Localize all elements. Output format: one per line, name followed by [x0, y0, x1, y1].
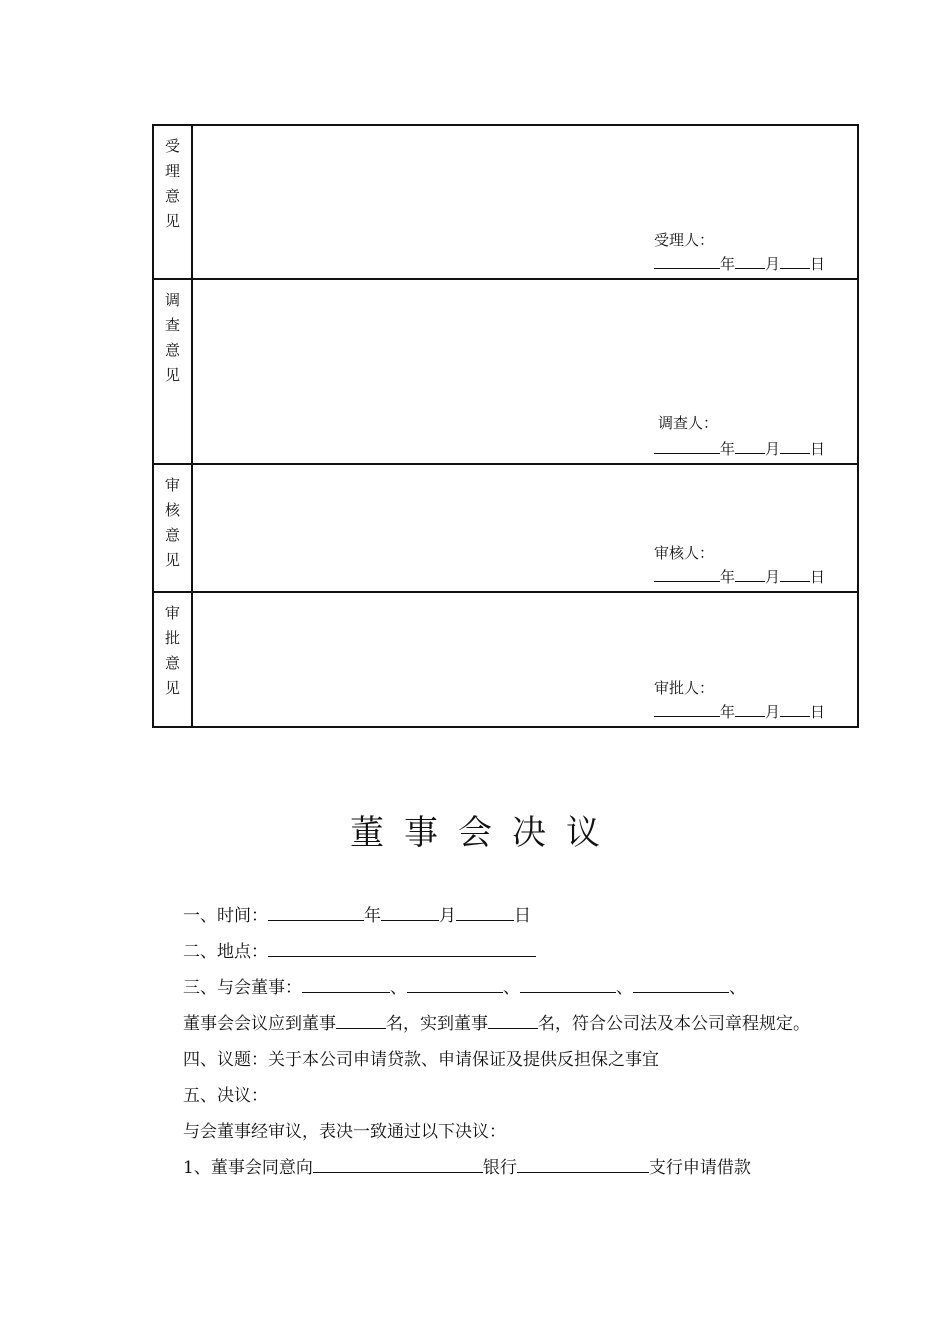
- time-month-blank[interactable]: [381, 902, 439, 921]
- date-line: [654, 437, 825, 461]
- directors-label: 三、与会董事：: [183, 978, 302, 998]
- branch-name-blank[interactable]: [517, 1154, 649, 1173]
- table-row: [153, 464, 858, 592]
- resolution-body: [145, 898, 810, 1186]
- year-blank[interactable]: [654, 437, 720, 454]
- approval-opinion-table: [152, 124, 859, 728]
- signature-block: [654, 228, 825, 276]
- time-month-label: 月: [439, 906, 456, 926]
- month-label: 月: [765, 440, 781, 458]
- row-label-cell: [153, 125, 192, 279]
- bank-name-blank[interactable]: [313, 1154, 483, 1173]
- quorum-text-c: 名，符合公司法及本公司章程规定。: [538, 1014, 810, 1034]
- opinion-area[interactable]: [192, 279, 858, 464]
- year-label: 年: [720, 568, 736, 586]
- year-blank[interactable]: [654, 565, 720, 582]
- month-blank[interactable]: [735, 700, 765, 717]
- table-row: [153, 279, 858, 464]
- date-line: [654, 252, 825, 276]
- signer-label: 审批人：: [654, 679, 715, 697]
- item1-text-c: 支行申请借款: [648, 1158, 751, 1178]
- year-label: 年: [720, 703, 736, 721]
- item1-text-a: 1、董事会同意向: [183, 1158, 313, 1178]
- month-blank[interactable]: [735, 252, 765, 269]
- day-label: 日: [810, 568, 826, 586]
- time-label: 一、时间：: [183, 906, 268, 926]
- place-line: [145, 934, 810, 970]
- time-line: [145, 898, 810, 934]
- date-line: [654, 700, 825, 724]
- day-blank[interactable]: [780, 252, 810, 269]
- signature-block: [654, 676, 825, 724]
- row-label: 审批意见: [164, 604, 180, 697]
- day-label: 日: [810, 703, 826, 721]
- time-year-label: 年: [364, 906, 381, 926]
- opinion-area[interactable]: [192, 464, 858, 592]
- decision-label: 五、决议：: [183, 1086, 268, 1106]
- date-line: [654, 565, 825, 589]
- row-label: 审核意见: [164, 476, 180, 569]
- row-label-cell: [153, 464, 192, 592]
- page-title: 董事会决议: [350, 813, 620, 853]
- decision-intro: 与会董事经审议，表决一致通过以下决议：: [183, 1122, 506, 1142]
- signer-label: 受理人：: [654, 231, 715, 249]
- row-label: 调查意见: [164, 291, 180, 384]
- year-label: 年: [720, 440, 736, 458]
- year-label: 年: [720, 255, 736, 273]
- signature-block: [654, 541, 825, 589]
- day-label: 日: [810, 440, 826, 458]
- opinion-area[interactable]: [192, 125, 858, 279]
- table-row: [153, 592, 858, 727]
- expected-directors-blank[interactable]: [336, 1010, 386, 1029]
- separator: 、: [729, 978, 746, 998]
- place-blank[interactable]: [268, 938, 536, 957]
- time-day-label: 日: [514, 906, 531, 926]
- time-year-blank[interactable]: [268, 902, 364, 921]
- day-blank[interactable]: [780, 700, 810, 717]
- signature-block: [654, 411, 825, 461]
- row-label-cell: [153, 592, 192, 727]
- director-blank[interactable]: [633, 974, 729, 993]
- director-blank[interactable]: [407, 974, 503, 993]
- month-blank[interactable]: [735, 565, 765, 582]
- director-blank[interactable]: [302, 974, 390, 993]
- year-blank[interactable]: [654, 252, 720, 269]
- separator: 、: [616, 978, 633, 998]
- month-label: 月: [765, 703, 781, 721]
- present-directors-blank[interactable]: [488, 1010, 538, 1029]
- row-label-cell: [153, 279, 192, 464]
- place-label: 二、地点：: [183, 942, 268, 962]
- row-label: 受理意见: [164, 137, 180, 230]
- month-label: 月: [765, 255, 781, 273]
- month-label: 月: [765, 568, 781, 586]
- year-blank[interactable]: [654, 700, 720, 717]
- separator: 、: [390, 978, 407, 998]
- day-blank[interactable]: [780, 437, 810, 454]
- director-blank[interactable]: [520, 974, 616, 993]
- separator: 、: [503, 978, 520, 998]
- item1-text-b: 银行: [482, 1158, 517, 1178]
- agenda-line: 四、议题：关于本公司申请贷款、申请保证及提供反担保之事宜: [183, 1050, 659, 1070]
- resolution-item-1: [145, 1150, 810, 1186]
- day-label: 日: [810, 255, 826, 273]
- day-blank[interactable]: [780, 565, 810, 582]
- directors-line: [145, 970, 810, 1006]
- quorum-text-b: 名，实到董事: [386, 1014, 488, 1034]
- quorum-paragraph: [145, 1006, 810, 1042]
- time-day-blank[interactable]: [456, 902, 514, 921]
- table-row: [153, 125, 858, 279]
- quorum-text-a: 董事会会议应到董事: [183, 1014, 336, 1034]
- month-blank[interactable]: [735, 437, 765, 454]
- opinion-area[interactable]: [192, 592, 858, 727]
- signer-label: 审核人：: [654, 544, 715, 562]
- signer-label: 调查人：: [658, 414, 719, 432]
